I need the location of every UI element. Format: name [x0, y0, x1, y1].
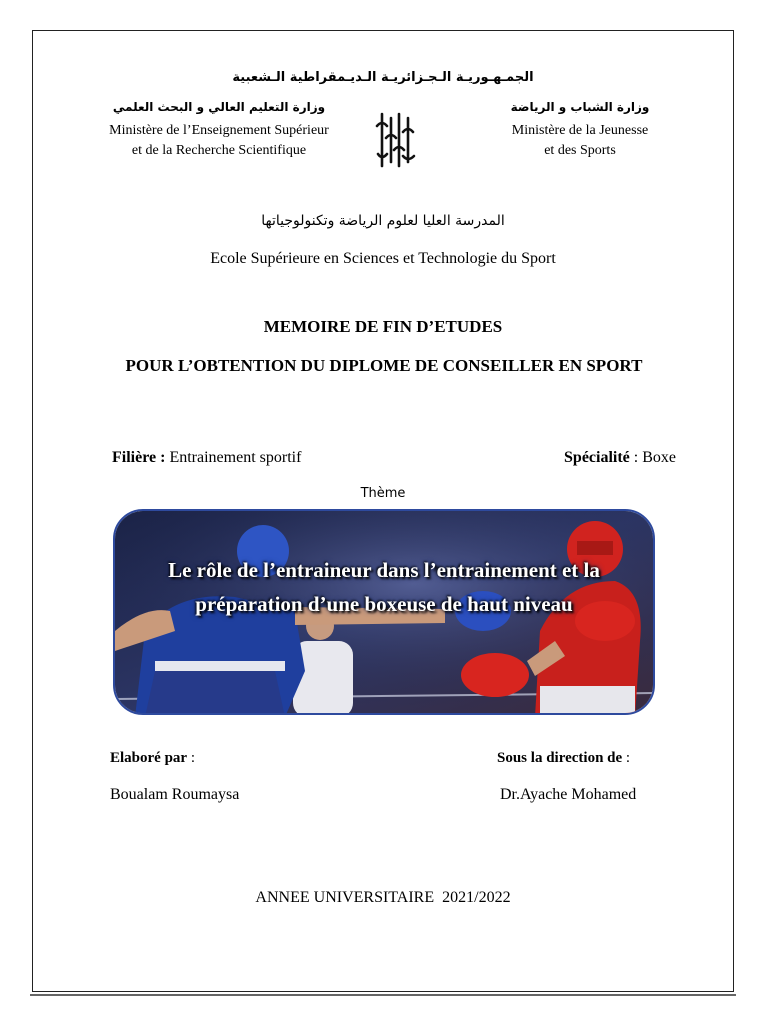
memoire-title: MEMOIRE DE FIN D’ETUDES	[263, 317, 503, 336]
diploma-title: POUR L’OBTENTION DU DIPLOME DE CONSEILLER EN SPORT	[125, 356, 643, 375]
school-logo-icon	[372, 110, 422, 170]
direction-field	[497, 750, 630, 767]
page-bottom-rule	[30, 994, 736, 996]
elabore-label: Elaboré par	[110, 750, 188, 766]
specialite-label: Spécialité	[564, 449, 630, 466]
ministry-right-line2: et des Sports	[544, 143, 616, 158]
ministry-left-line2: et de la Recherche Scientifique	[131, 143, 307, 158]
theme-title: Le rôle de l’entraineur dans l’entrainement et la préparation d’une boxeuse de haut niveau	[168, 558, 600, 616]
school-name-ar: المدرسة العليا لعلوم الرياضة وتكنولوجياتها	[261, 213, 505, 229]
republic-heading: الجمـهـوريـة الـجـزائريـة الـديـمقراطية الـشعبية	[232, 70, 534, 85]
direction-label: Sous la direction de	[497, 750, 623, 766]
theme-label: Thème	[360, 486, 406, 501]
student-name: Boualam Roumaysa	[110, 786, 240, 803]
school-name-fr: Ecole Supérieure en Sciences et Technologie du Sport	[210, 250, 556, 267]
elabore-par-field	[110, 750, 195, 767]
filiere-value: Entrainement sportif	[165, 449, 302, 466]
supervisor-name: Dr.Ayache Mohamed	[500, 786, 637, 803]
direction-separator: :	[622, 750, 631, 766]
ministry-youth-sports-fr	[490, 121, 670, 161]
filiere-field	[112, 449, 301, 467]
academic-year: ANNEE UNIVERSITAIRE 2021/2022	[255, 889, 511, 906]
ministry-higher-education-ar: وزارة التعليم العالي و البحث العلمي	[112, 100, 326, 114]
elabore-separator: :	[187, 750, 196, 766]
filiere-label: Filière :	[112, 449, 166, 466]
ministry-left-line1: Ministère de l’Enseignement Supérieur	[109, 123, 329, 138]
theme-banner	[113, 509, 655, 715]
specialite-field	[564, 449, 676, 467]
specialite-value: : Boxe	[629, 449, 676, 466]
ministry-right-line1: Ministère de la Jeunesse	[511, 123, 649, 138]
ministry-youth-sports-ar: وزارة الشباب و الرياضة	[510, 100, 650, 114]
ministry-higher-education-fr	[88, 121, 350, 161]
